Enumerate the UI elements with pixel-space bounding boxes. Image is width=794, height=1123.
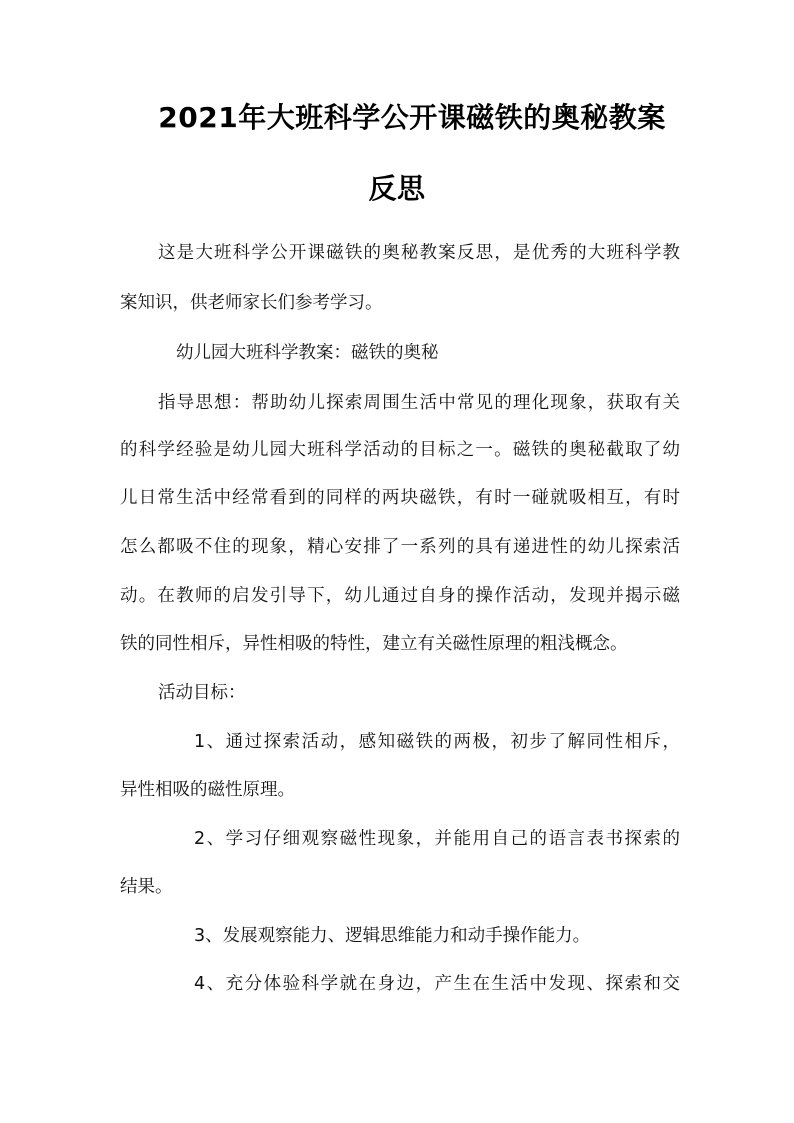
- document-title-line-2: 反思: [368, 172, 426, 205]
- objective-3: 3、发展观察能力、逻辑思维能力和动手操作能力。: [194, 926, 591, 946]
- section-heading: 幼儿园大班科学教案：磁铁的奥秘: [176, 343, 439, 363]
- objective-4-line-1: 4、充分体验科学就在身边，产生在生活中发现、探索和交: [194, 974, 680, 994]
- objective-2-line-1: 2、学习仔细观察磁性现象，并能用自己的语言表书探索的: [194, 829, 680, 849]
- intro-paragraph-line-2: 案知识，供老师家长们参考学习。: [120, 293, 383, 313]
- intro-paragraph-line-1: 这是大班科学公开课磁铁的奥秘教案反思，是优秀的大班科学教: [158, 243, 680, 263]
- document-title-line-1: 2021年大班科学公开课磁铁的奥秘教案: [158, 101, 666, 134]
- objective-1-line-2: 异性相吸的磁性原理。: [120, 780, 295, 800]
- guiding-paragraph-line-2: 的科学经验是幼儿园大班科学活动的目标之一。磁铁的奥秘截取了幼: [120, 440, 680, 460]
- guiding-paragraph-line-4: 怎么都吸不住的现象，精心安排了一系列的具有递进性的幼儿探索活: [120, 537, 680, 557]
- objectives-heading: 活动目标：: [158, 683, 246, 703]
- objective-2-line-2: 结果。: [120, 877, 173, 897]
- guiding-paragraph-line-5: 动。在教师的启发引导下，幼儿通过自身的操作活动，发现并揭示磁: [120, 586, 680, 606]
- guiding-paragraph-line-6: 铁的同性相斥，异性相吸的特性，建立有关磁性原理的粗浅概念。: [120, 634, 628, 654]
- objective-1-line-1: 1、通过探索活动，感知磁铁的两极，初步了解同性相斥，: [194, 732, 680, 752]
- guiding-paragraph-line-1: 指导思想：帮助幼儿探索周围生活中常见的理化现象，获取有关: [158, 393, 680, 413]
- guiding-paragraph-line-3: 儿日常生活中经常看到的同样的两块磁铁，有时一碰就吸相互，有时: [120, 488, 680, 508]
